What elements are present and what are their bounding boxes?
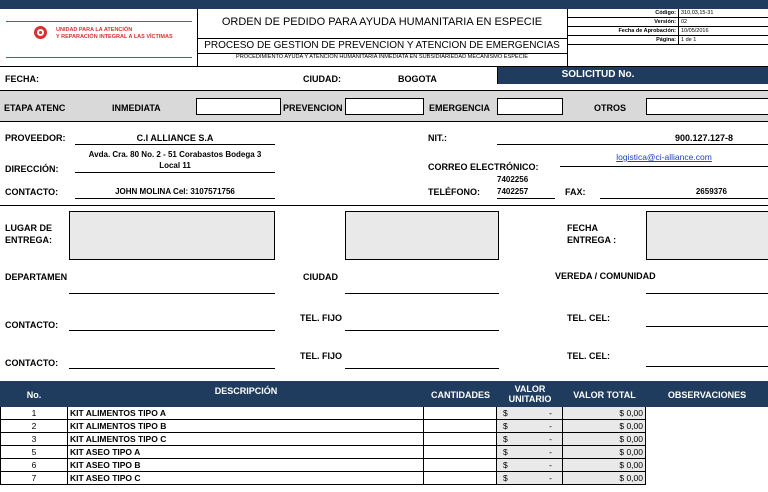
cell-valor-total	[563, 407, 646, 420]
cell-valor-total-text: $ 0,00	[619, 460, 643, 470]
col-observaciones-header: OBSERVACIONES	[667, 390, 747, 400]
cell-no	[0, 446, 68, 459]
cell-descripcion	[68, 433, 424, 446]
cell-descripcion-text: KIT ALIMENTOS TIPO C	[70, 434, 167, 444]
cell-no-text: 2	[31, 421, 37, 431]
cell-valor-total-text: $ 0,00	[619, 473, 643, 483]
lugar-entrega-field[interactable]	[69, 211, 275, 260]
direccion-line1[interactable]: Avda. Cra. 80 No. 2 - 51 Corabastos Bodega 3	[88, 150, 262, 159]
lugar-entrega-field-2[interactable]	[345, 211, 499, 260]
meta-row	[568, 27, 768, 36]
logo-area	[0, 9, 198, 66]
cell-valor-unitario-text: $	[503, 447, 508, 457]
otros-label: OTROS	[594, 103, 627, 113]
cell-descripcion-text: KIT ALIMENTOS TIPO B	[70, 421, 167, 431]
otros-field[interactable]	[646, 98, 768, 115]
cell-valor-unitario-amount: -	[549, 447, 552, 457]
cell-valor-unitario-amount: -	[549, 473, 552, 483]
ciudad2-label: CIUDAD	[303, 272, 338, 282]
cell-descripcion-text: KIT ASEO TIPO C	[70, 473, 141, 483]
table-row	[0, 459, 653, 472]
cell-valor-total	[563, 446, 646, 459]
emergencia-label: EMERGENCIA	[429, 103, 491, 113]
cell-valor-unitario-text: $	[503, 460, 508, 470]
cell-cantidades[interactable]	[424, 420, 497, 433]
cell-no-text: 1	[31, 408, 37, 418]
meta-value: 310,03,15-31	[681, 10, 714, 16]
document-title: ORDEN DE PEDIDO PARA AYUDA HUMANITARIA EN ESPECIE	[221, 16, 543, 28]
cell-valor-total	[563, 459, 646, 472]
inmediata-checkbox[interactable]	[196, 98, 281, 115]
cell-valor-total-text: $ 0,00	[619, 408, 643, 418]
cell-valor-unitario-amount: -	[549, 460, 552, 470]
table-row	[0, 472, 653, 485]
cell-no-text: 6	[31, 460, 37, 470]
prevencion-checkbox[interactable]	[345, 98, 424, 115]
correo-link[interactable]: logistica@ci-alliance.com	[616, 152, 712, 162]
proveedor-value[interactable]: C.I ALLIANCE S.A	[136, 133, 214, 143]
meta-row	[568, 36, 768, 45]
cell-descripcion-text: KIT ALIMENTOS TIPO A	[70, 408, 167, 418]
ciudad-label: CIUDAD:	[303, 74, 341, 84]
title-area	[198, 9, 568, 66]
cell-no-text: 5	[31, 447, 37, 457]
tel-cel-label: TEL. CEL:	[567, 313, 610, 323]
cell-valor-unitario	[497, 459, 563, 472]
telefono-1[interactable]: 7402256	[497, 175, 529, 184]
cell-no-text: 3	[31, 434, 37, 444]
document-header	[0, 9, 768, 67]
cell-descripcion	[68, 420, 424, 433]
cell-valor-unitario	[497, 446, 563, 459]
top-stripe	[0, 0, 768, 9]
cell-descripcion-text: KIT ASEO TIPO A	[70, 447, 141, 457]
cell-no	[0, 433, 68, 446]
cell-valor-total-text: $ 0,00	[619, 447, 643, 457]
telefono-2[interactable]: 7402257	[497, 187, 529, 196]
table-row	[0, 446, 653, 459]
fecha-entrega-label-1: FECHA	[567, 223, 598, 233]
cell-descripcion	[68, 459, 424, 472]
meta-label: Código:	[655, 10, 676, 16]
contacto2-label: CONTACTO:	[5, 320, 59, 330]
cell-cantidades[interactable]	[424, 407, 497, 420]
meta-row	[568, 18, 768, 27]
cell-valor-unitario	[497, 420, 563, 433]
logo-top-rule	[6, 21, 192, 22]
direccion-label: DIRECCIÓN:	[5, 164, 59, 174]
departamento-label: DEPARTAMEN	[5, 272, 68, 282]
meta-value: 02	[681, 19, 688, 25]
fax-label: FAX:	[565, 187, 586, 197]
vereda-label: VEREDA / COMUNIDAD	[555, 271, 656, 281]
meta-label: Fecha de Aprobación:	[618, 28, 676, 34]
col-valor-total-header: VALOR TOTAL	[573, 390, 636, 400]
process-title: PROCESO DE GESTION DE PREVENCION Y ATENCION DE EMERGENCIAS	[204, 40, 560, 51]
etapa-label: ETAPA ATENC	[4, 103, 66, 113]
col-valor-unitario-header-2: UNITARIO	[508, 394, 552, 404]
cell-valor-unitario	[497, 472, 563, 485]
cell-descripcion	[68, 407, 424, 420]
cell-cantidades[interactable]	[424, 459, 497, 472]
items-table-header	[0, 381, 768, 407]
cell-descripcion	[68, 472, 424, 485]
cell-cantidades[interactable]	[424, 472, 497, 485]
col-valor-unitario-header-1: VALOR	[514, 384, 546, 394]
prevencion-label: PREVENCION	[283, 103, 343, 113]
cell-no	[0, 472, 68, 485]
cell-valor-unitario-amount: -	[549, 421, 552, 431]
table-row	[0, 420, 653, 433]
table-row	[0, 433, 653, 446]
cell-valor-unitario	[497, 407, 563, 420]
cell-valor-unitario-text: $	[503, 408, 508, 418]
proveedor-label: PROVEEDOR:	[5, 133, 66, 143]
tel-fijo2-label: TEL. FIJO	[300, 351, 343, 361]
cell-descripcion-text: KIT ASEO TIPO B	[70, 460, 141, 470]
org-name-line2: Y REPARACIÓN INTEGRAL A LAS VÍCTIMAS	[56, 34, 173, 40]
logo-bottom-rule	[6, 57, 192, 58]
meta-label: Versión:	[654, 19, 676, 25]
org-name-line1: UNIDAD PARA LA ATENCIÓN	[56, 27, 133, 33]
cell-valor-unitario-text: $	[503, 473, 508, 483]
direccion-line2[interactable]: Local 11	[159, 161, 191, 170]
nit-label: NIT.:	[428, 133, 447, 143]
cell-valor-unitario-text: $	[503, 434, 508, 444]
meta-value: 10/05/2016	[681, 28, 709, 34]
cell-valor-total	[563, 420, 646, 433]
cell-no	[0, 420, 68, 433]
cell-valor-total	[563, 472, 646, 485]
org-logo-icon	[34, 26, 47, 39]
contacto-label: CONTACTO:	[5, 187, 59, 197]
cell-descripcion	[68, 446, 424, 459]
cell-valor-unitario-text: $	[503, 421, 508, 431]
cell-cantidades[interactable]	[424, 433, 497, 446]
col-cantidades-header: CANTIDADES	[430, 390, 490, 400]
nit-value[interactable]: 900.127.127-8	[674, 133, 733, 143]
ciudad-value[interactable]: BOGOTA	[398, 74, 437, 84]
contacto3-label: CONTACTO:	[5, 358, 59, 368]
cell-cantidades[interactable]	[424, 446, 497, 459]
col-descripcion-header: DESCRIPCIÓN	[214, 386, 278, 396]
items-table-body	[0, 407, 768, 492]
telefono-label: TELÉFONO:	[428, 187, 480, 197]
cell-no	[0, 407, 68, 420]
meta-value: 1 de 1	[681, 37, 697, 43]
lugar-label-1: LUGAR DE	[5, 223, 52, 233]
emergencia-checkbox[interactable]	[497, 98, 563, 115]
cell-valor-unitario-amount: -	[549, 408, 552, 418]
fecha-entrega-label-2: ENTREGA :	[567, 235, 617, 245]
solicitud-header	[497, 67, 768, 84]
procedure-title: PROCEDIMIENTO AYUDA Y ATENCIÓN HUMANITARIA INMEDIATA EN SUBSIDIARIEDAD MECANISMO ESPECIE	[236, 54, 528, 60]
cell-valor-total-text: $ 0,00	[619, 434, 643, 444]
document-metadata	[568, 9, 768, 66]
cell-valor-total-text: $ 0,00	[619, 421, 643, 431]
cell-valor-unitario	[497, 433, 563, 446]
inmediata-label: INMEDIATA	[112, 103, 161, 113]
tel-fijo-label: TEL. FIJO	[300, 313, 343, 323]
correo-label: CORREO ELECTRÓNICO:	[428, 162, 539, 172]
meta-row	[568, 9, 768, 18]
lugar-label-2: ENTREGA:	[5, 235, 52, 245]
tel-cel2-label: TEL. CEL:	[567, 351, 610, 361]
cell-valor-total	[563, 433, 646, 446]
contacto-value[interactable]: JOHN MOLINA Cel: 3107571756	[115, 187, 235, 196]
cell-no	[0, 459, 68, 472]
fecha-field[interactable]	[70, 71, 270, 86]
fecha-label: FECHA:	[5, 74, 39, 84]
meta-label: Página:	[656, 37, 676, 43]
col-no-header: No.	[26, 390, 42, 400]
solicitud-label: SOLICITUD No.	[561, 69, 635, 80]
cell-no-text: 7	[31, 473, 37, 483]
table-row	[0, 407, 653, 420]
cell-valor-unitario-amount: -	[549, 434, 552, 444]
fecha-entrega-field[interactable]	[646, 211, 768, 260]
fax-value[interactable]: 2659376	[695, 187, 727, 196]
